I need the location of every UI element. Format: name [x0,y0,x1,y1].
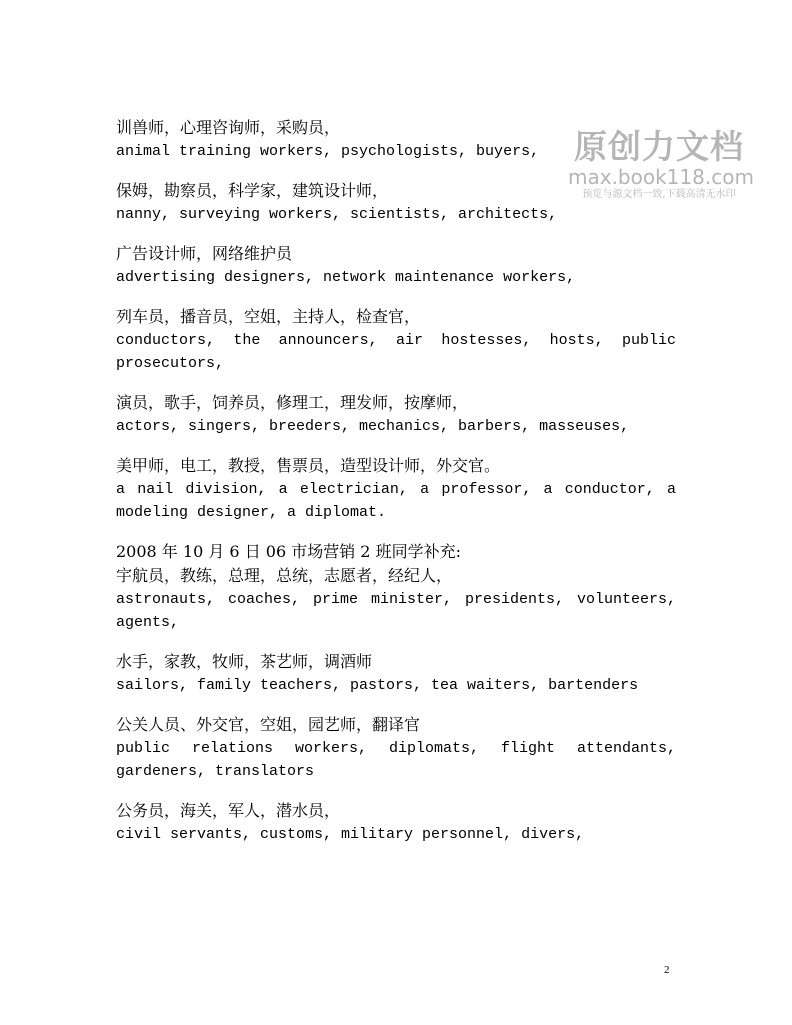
watermark-url: max.book118.com [568,165,754,189]
chinese-line: 美甲师，电工，教授，售票员，造型设计师，外交官。 [116,456,501,475]
occupation-entry [116,799,676,846]
watermark-subtitle: 预览与源文档一致,下载高清无水印 [582,189,736,200]
english-line: nanny, surveying workers, scientists, architects, [116,206,558,223]
chinese-line: 水手，家教，牧师，茶艺师，调酒师 [116,652,373,671]
occupation-entry [116,650,676,697]
page-number: 2 [664,964,670,976]
english-line: public relations workers, diplomats, flight attendants, gardeners, translators [116,740,676,780]
occupation-entry [116,391,676,438]
chinese-line: 公务员，海关，军人，潜水员， [116,801,341,820]
supplement-entry [116,540,676,634]
chinese-line: 宇航员，教练，总理，总统，志愿者，经纪人， [116,566,453,585]
english-line: a nail division, a electrician, a professor, a conductor, a modeling designer, a diplomat. [116,481,676,521]
english-line: astronauts, coaches, prime minister, presidents, volunteers, agents, [116,591,676,631]
english-line: actors, singers, breeders, mechanics, barbers, masseuses, [116,418,630,435]
english-line: advertising designers, network maintenance workers, [116,269,576,286]
chinese-line: 保姆，勘察员，科学家，建筑设计师， [116,181,389,200]
english-line: animal training workers, psychologists, buyers, [116,143,540,160]
watermark-title: 原创力文档 [574,127,744,166]
chinese-line: 广告设计师，网络维护员 [116,244,293,263]
english-line: civil servants, customs, military personnel, divers, [116,826,585,843]
occupation-entry [116,305,676,375]
supplement-note: 2008 年 10 月 6 日 06 市场营销 2 班同学补充: [116,542,461,561]
document-body [116,116,676,862]
occupation-entry [116,116,676,163]
chinese-line: 演员，歌手，饲养员，修理工，理发师，按摩师， [116,393,469,412]
english-line: conductors, the announcers, air hostesses, hosts, public prosecutors, [116,332,676,372]
occupation-entry [116,713,676,783]
english-line: sailors, family teachers, pastors, tea waiters, bartenders [116,677,639,694]
occupation-entry [116,454,676,524]
occupation-entry [116,242,676,289]
chinese-line: 公关人员、外交官，空姐，园艺师，翻译官 [116,715,421,734]
chinese-line: 列车员，播音员，空姐，主持人，检查官， [116,307,421,326]
chinese-line: 训兽师，心理咨询师，采购员， [116,118,341,137]
occupation-entry [116,179,676,226]
